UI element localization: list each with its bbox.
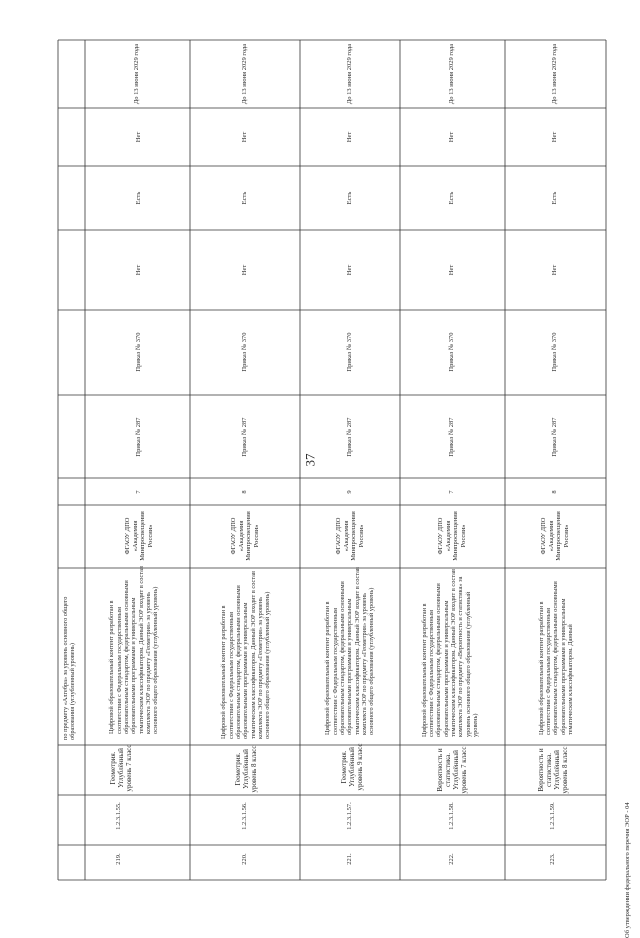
row-number: 219. xyxy=(115,853,123,865)
row-col-11: Нет xyxy=(241,131,249,143)
row-term: До 13 июня 2029 года xyxy=(133,43,141,105)
row-organization: ФГАОУ ДПО «Академия Минпросвещения России» xyxy=(437,511,467,561)
row-code: 1.2.3.1.59. xyxy=(549,802,557,830)
row-grade: 7 xyxy=(448,490,456,494)
page-number: 37 xyxy=(302,453,318,467)
row-col-9: Нет xyxy=(346,264,354,276)
row-order-2: Приказ № 370 xyxy=(241,332,249,372)
row-col-9: Нет xyxy=(241,264,249,276)
row-term: До 13 июня 2029 года xyxy=(346,43,354,105)
row-organization: ФГАОУ ДПО «Академия Минпросвещения России» xyxy=(124,511,154,561)
row-order-1: Приказ № 287 xyxy=(241,417,249,457)
row-term: До 13 июня 2029 года xyxy=(448,43,456,105)
row-description: Цифровой образовательный контент разработан в соответствии с Федеральным государственным образовательным стандартом, федеральными основными образовательными программами и универсальным тематическим классификатором. Данный xyxy=(537,581,574,735)
row-col-10: Есть xyxy=(346,191,354,205)
row-grade: 9 xyxy=(346,490,354,494)
row-col-11: Нет xyxy=(448,131,456,143)
row-col-11: Нет xyxy=(346,131,354,143)
row-order-1: Приказ № 287 xyxy=(448,417,456,457)
row-organization: ФГАОУ ДПО «Академия Минпросвещения России» xyxy=(540,511,570,561)
row-col-10: Есть xyxy=(551,191,559,205)
row-order-1: Приказ № 287 xyxy=(346,417,354,457)
row-name: Вероятность и статистика. Углублённый уровень 8 класс xyxy=(537,746,569,794)
row-col-9: Нет xyxy=(135,264,143,276)
row-order-2: Приказ № 370 xyxy=(551,332,559,372)
row-term: До 13 июня 2029 года xyxy=(551,43,559,105)
row-grade: 7 xyxy=(135,490,143,494)
row-grade: 8 xyxy=(551,490,559,494)
row-col-11: Нет xyxy=(551,131,559,143)
row-organization: ФГАОУ ДПО «Академия Минпросвещения России» xyxy=(230,511,260,561)
row-code: 1.2.3.1.55. xyxy=(115,802,123,830)
footer-text: Об утверждении федерального перечня ЭОР - 04 xyxy=(623,802,631,938)
row-description: Цифровой образовательный контент разработан в соответствии с Федеральным государственным образовательным стандартом, федеральными основными образовательными программами и универсальным тематическим классификатором. Данный ЭОР входит в состав комплекта ЭОР по предмету «Геометрия» за уровень основного общего образования (углубленный уровень) xyxy=(324,567,376,735)
row-name: Вероятность и статистика. Углублённый уровень 7 класс xyxy=(436,746,468,794)
row-name: Геометрия. Углублённый уровень 8 класс xyxy=(234,745,258,793)
row-order-1: Приказ № 287 xyxy=(135,417,143,457)
row-description: Цифровой образовательный контент разработан в соответствии с Федеральным государственным образовательным стандартом, федеральными основными образовательными программами и универсальным тематическим классификатором. Данный ЭОР входит в состав комплекта ЭОР по предмету «Вероятность и статистика» за уровень основного общего образования (углубленный уровень) xyxy=(420,569,479,737)
row-code: 1.2.3.1.56. xyxy=(241,802,249,830)
row-order-2: Приказ № 370 xyxy=(346,332,354,372)
row-col-9: Нет xyxy=(448,264,456,276)
row-order-2: Приказ № 370 xyxy=(135,332,143,372)
row-code: 1.2.3.1.57. xyxy=(346,802,354,830)
row-col-11: Нет xyxy=(135,131,143,143)
row-term: До 13 июня 2029 года xyxy=(241,43,249,105)
row-name: Геометрия. Углублённый уровень 9 класс xyxy=(340,743,364,791)
row-col-10: Есть xyxy=(135,191,143,205)
row-col-9: Нет xyxy=(551,264,559,276)
row-code: 1.2.3.1.58. xyxy=(448,802,456,830)
row-order-2: Приказ № 370 xyxy=(448,332,456,372)
row-order-1: Приказ № 287 xyxy=(551,417,559,457)
row-number: 223. xyxy=(549,853,557,865)
row-name: Геометрия. Углублённый уровень 7 класс xyxy=(109,744,133,792)
row-number: 222. xyxy=(448,853,456,865)
row-col-10: Есть xyxy=(448,191,456,205)
row-organization: ФГАОУ ДПО «Академия Минпросвещения России» xyxy=(335,511,365,561)
row-grade: 8 xyxy=(241,490,249,494)
row-col-10: Есть xyxy=(241,191,249,205)
row-number: 221. xyxy=(346,853,354,865)
row-description: Цифровой образовательный контент разработан в соответствии с Федеральным государственным образовательным стандартом, федеральными основными образовательными программами и универсальным тематическим классификатором. Данный ЭОР входит в состав комплекта ЭОР по предмету «Геометрия» за уровень основного общего образования (углубленный уровень) xyxy=(108,566,160,734)
row-description: Цифровой образовательный контент разработан в соответствии с Федеральным государственным образовательным стандартом, федеральными основными образовательными программами и универсальным тематическим классификатором. Данный ЭОР входит в состав комплекта ЭОР по предмету «Геометрия» за уровень основного общего образования (углубленный уровень) xyxy=(220,571,272,739)
row-number: 220. xyxy=(241,853,249,865)
continuation-text: по предмету «Алгебра» за уровень основного общего образования (углубленный уровень) xyxy=(61,596,76,740)
